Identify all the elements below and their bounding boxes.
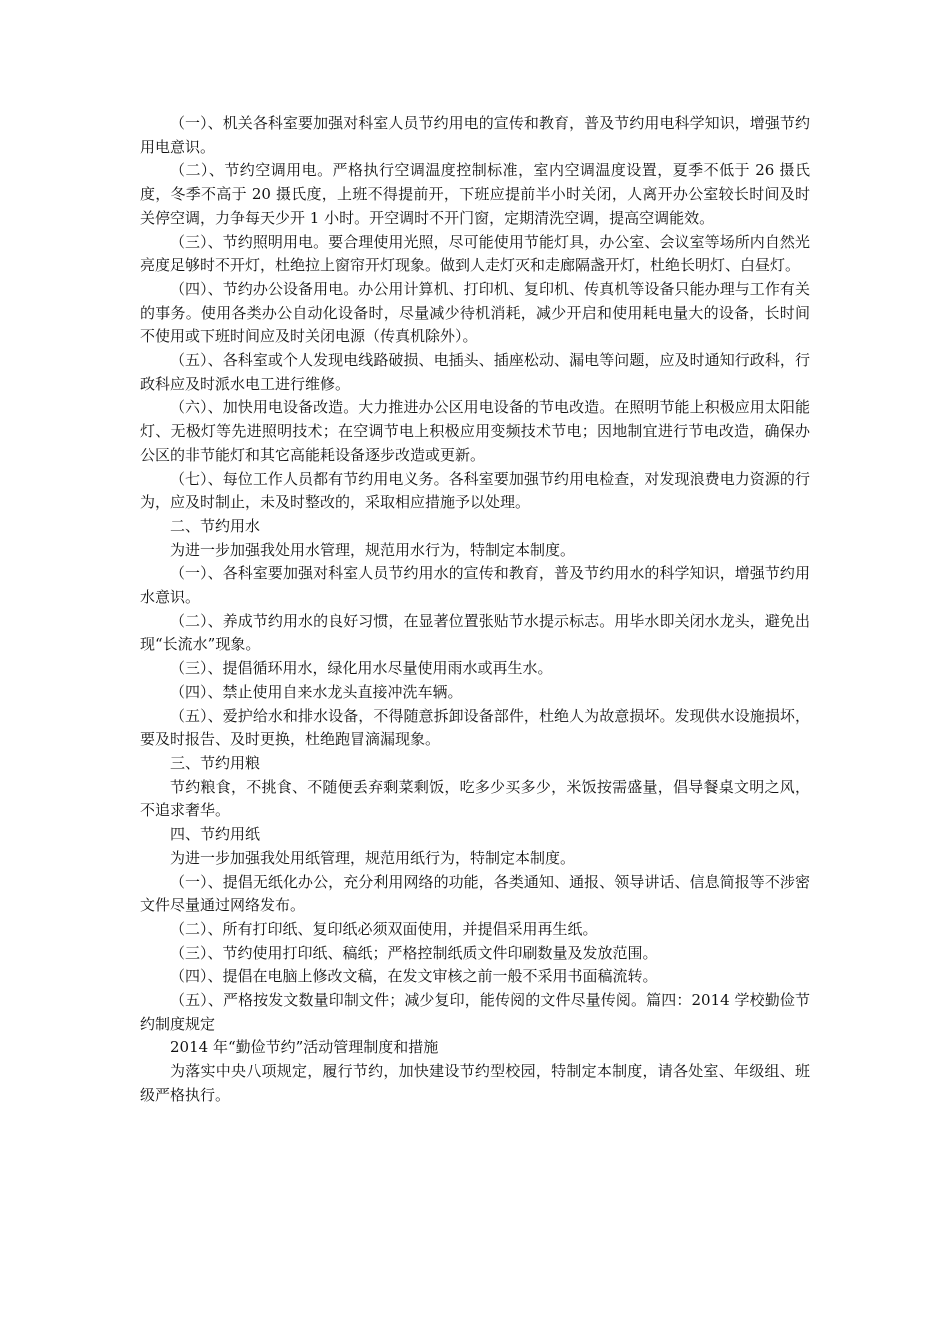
paragraph-5: （五）、各科室或个人发现电线路破损、电插头、插座松动、漏电等问题，应及时通知行政科，行政科应及时派水电工进行维修。 <box>140 351 810 393</box>
section-heading-paper: 四、节约用纸 <box>170 825 261 844</box>
paragraph-12: （三）、提倡循环用水，绿化用水尽量使用雨水或再生水。 <box>170 659 553 678</box>
paragraph-7: （七）、每位工作人员都有节约用电义务。各科室要加强节约用电检查，对发现浪费电力资源的行为，应及时制止，未及时整改的，采取相应措施予以处理。 <box>140 469 810 512</box>
paragraph-9: 为进一步加强我处用水管理，规范用水行为，特制定本制度。 <box>170 540 576 559</box>
paragraph-14: （五）、爱护给水和排水设备，不得随意拆卸设备部件，杜绝人为故意损坏。发现供水设施损坏，要及时报告、及时更换，杜绝跑冒滴漏现象。 <box>140 706 810 749</box>
section-heading-grain: 三、节约用粮 <box>170 753 261 772</box>
section-title-2014: 2014 年“勤俭节约”活动管理制度和措施 <box>170 1038 439 1057</box>
paragraph-13: （四）、禁止使用自来水龙头直接冲洗车辆。 <box>170 682 463 701</box>
paragraph-20: （二）、所有打印纸、复印纸必须双面使用，并提倡采用再生纸。 <box>170 919 598 938</box>
paragraph-1: （一）、机关各科室要加强对科室人员节约用电的宣传和教育，普及节约用电科学知识，增强节约用电意识。 <box>140 114 810 156</box>
paragraph-22: （四）、提倡在电脑上修改文稿，在发文审核之前一般不采用书面稿流转。 <box>170 967 658 986</box>
paragraph-10: （一）、各科室要加强对科室人员节约用水的宣传和教育，普及节约用水的科学知识，增强节约用水意识。 <box>140 564 810 607</box>
paragraph-6: （六）、加快用电设备改造。大力推进办公区用电设备的节电改造。在照明节能上积极应用太阳能灯、无极灯等先进照明技术；在空调节电上积极应用变频技术节电；因地制宜进行节电改造，确保办公区的非节能灯和其它高能耗设备逐步改造或更新。 <box>140 398 810 464</box>
paragraph-23: （五）、严格按发文数量印制文件；减少复印，能传阅的文件尽量传阅。篇四：2014 学校勤俭节约制度规定 <box>140 991 810 1033</box>
paragraph-19: （一）、提倡无纸化办公，充分利用网络的功能，各类通知、通报、领导讲话、信息简报等不涉密文件尽量通过网络发布。 <box>140 872 810 915</box>
paragraph-2: （二）、节约空调用电。严格执行空调温度控制标准，室内空调温度设置，夏季不低于 26 摄氏度，冬季不高于 20 摄氏度，上班不得提前开，下班应提前半小时关闭，人离开办公室较长时间及时关停空调，力争每天少开 1 小时。开空调时不开门窗，定期清洗空调，提高空调能效。 <box>140 161 810 227</box>
paragraph-25: 为落实中央八项规定，履行节约，加快建设节约型校园，特制定本制度，请各处室、年级组、班级严格执行。 <box>140 1062 810 1104</box>
paragraph-3: （三）、节约照明用电。要合理使用光照，尽可能使用节能灯具，办公室、会议室等场所内自然光亮度足够时不开灯，杜绝拉上窗帘开灯现象。做到人走灯灭和走廊隔盏开灯，杜绝长明灯、白昼灯。 <box>140 232 810 275</box>
paragraph-18: 为进一步加强我处用纸管理，规范用纸行为，特制定本制度。 <box>170 848 576 867</box>
paragraph-11: （二）、养成节约用水的良好习惯，在显著位置张贴节水提示标志。用毕水即关闭水龙头，避免出现“长流水”现象。 <box>140 611 810 654</box>
paragraph-21: （三）、节约使用打印纸、稿纸；严格控制纸质文件印刷数量及发放范围。 <box>170 943 658 962</box>
paragraph-4: （四）、节约办公设备用电。办公用计算机、打印机、复印机、传真机等设备只能办理与工作有关的事务。使用各类办公自动化设备时，尽量减少待机消耗，减少开启和使用耗电量大的设备，长时间不使用或下班时间应及时关闭电源（传真机除外）。 <box>140 279 810 346</box>
section-heading-water: 二、节约用水 <box>170 516 261 535</box>
paragraph-16: 节约粮食，不挑食、不随便丢弃剩菜剩饭，吃多少买多少，米饭按需盛量，倡导餐桌文明之风，不追求奢华。 <box>140 777 810 820</box>
